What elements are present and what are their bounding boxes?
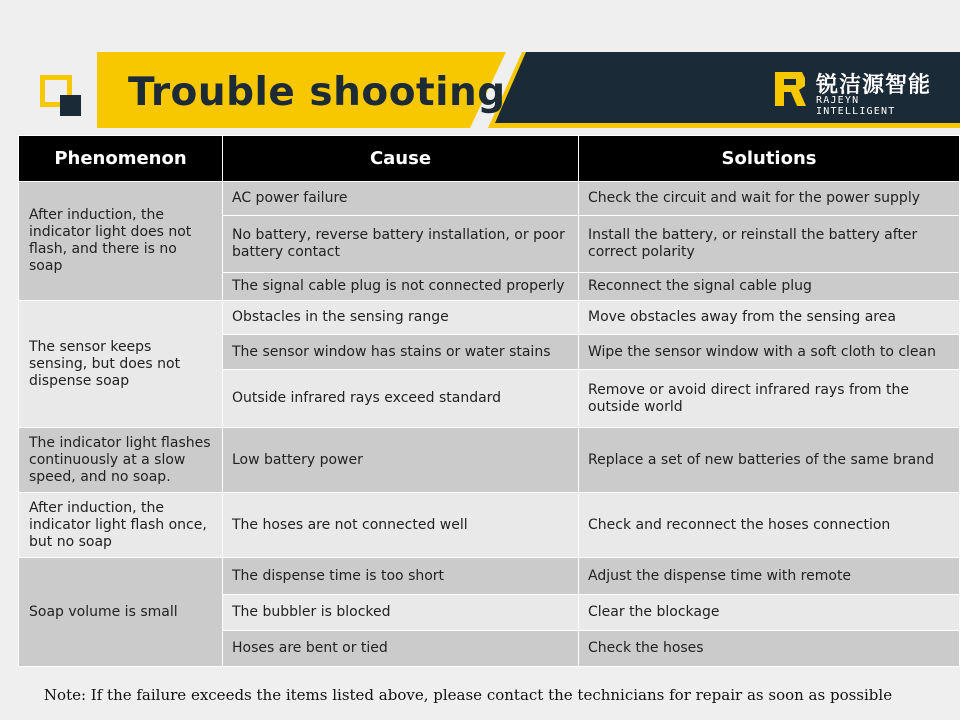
cause-cell: Hoses are bent or tied (223, 631, 579, 667)
troubleshooting-table (18, 135, 960, 667)
footer-note: Note: If the failure exceeds the items listed above, please contact the technicians for repair as soon as possible (43, 686, 893, 704)
brand-logo (772, 68, 942, 117)
solution-cell: Check and reconnect the hoses connection (579, 493, 960, 558)
brand-mark-icon (772, 68, 810, 108)
phenomenon-cell: The indicator light flashes continuously at a slow speed, and no soap. (19, 428, 223, 493)
table-row (19, 301, 960, 335)
brand-name-en: RAJEYN INTELLIGENT (816, 95, 896, 117)
header-phenomenon: Phenomenon (19, 136, 223, 182)
phenomenon-cell: Soap volume is small (19, 558, 223, 667)
brand-name-cn: 锐洁源智能 (816, 73, 932, 98)
table-header-row (19, 136, 960, 182)
cause-cell: AC power failure (223, 182, 579, 216)
phenomenon-cell: After induction, the indicator light does not flash, and there is no soap (19, 182, 223, 301)
solution-cell: Wipe the sensor window with a soft cloth to clean (579, 335, 960, 370)
solution-cell: Move obstacles away from the sensing area (579, 301, 960, 335)
decor-square-fill (60, 95, 81, 116)
table-row (19, 182, 960, 216)
table-row (19, 493, 960, 558)
phenomenon-cell: The sensor keeps sensing, but does not dispense soap (19, 301, 223, 428)
phenomenon-cell: After induction, the indicator light flash once, but no soap (19, 493, 223, 558)
solution-cell: Install the battery, or reinstall the battery after correct polarity (579, 216, 960, 273)
cause-cell: The dispense time is too short (223, 558, 579, 595)
cause-cell: Obstacles in the sensing range (223, 301, 579, 335)
cause-cell: The bubbler is blocked (223, 595, 579, 631)
solution-cell: Check the circuit and wait for the power supply (579, 182, 960, 216)
solution-cell: Adjust the dispense time with remote (579, 558, 960, 595)
cause-cell: Outside infrared rays exceed standard (223, 370, 579, 428)
solution-cell: Clear the blockage (579, 595, 960, 631)
solution-cell: Reconnect the signal cable plug (579, 273, 960, 301)
cause-cell: The sensor window has stains or water stains (223, 335, 579, 370)
solution-cell: Replace a set of new batteries of the same brand (579, 428, 960, 493)
cause-cell: Low battery power (223, 428, 579, 493)
page-title: Trouble shooting (128, 70, 506, 115)
header-cause: Cause (223, 136, 579, 182)
cause-cell: The signal cable plug is not connected properly (223, 273, 579, 301)
header-solutions: Solutions (579, 136, 960, 182)
cause-cell: The hoses are not connected well (223, 493, 579, 558)
solution-cell: Check the hoses (579, 631, 960, 667)
solution-cell: Remove or avoid direct infrared rays from the outside world (579, 370, 960, 428)
cause-cell: No battery, reverse battery installation, or poor battery contact (223, 216, 579, 273)
table-row (19, 558, 960, 595)
table-row (19, 428, 960, 493)
